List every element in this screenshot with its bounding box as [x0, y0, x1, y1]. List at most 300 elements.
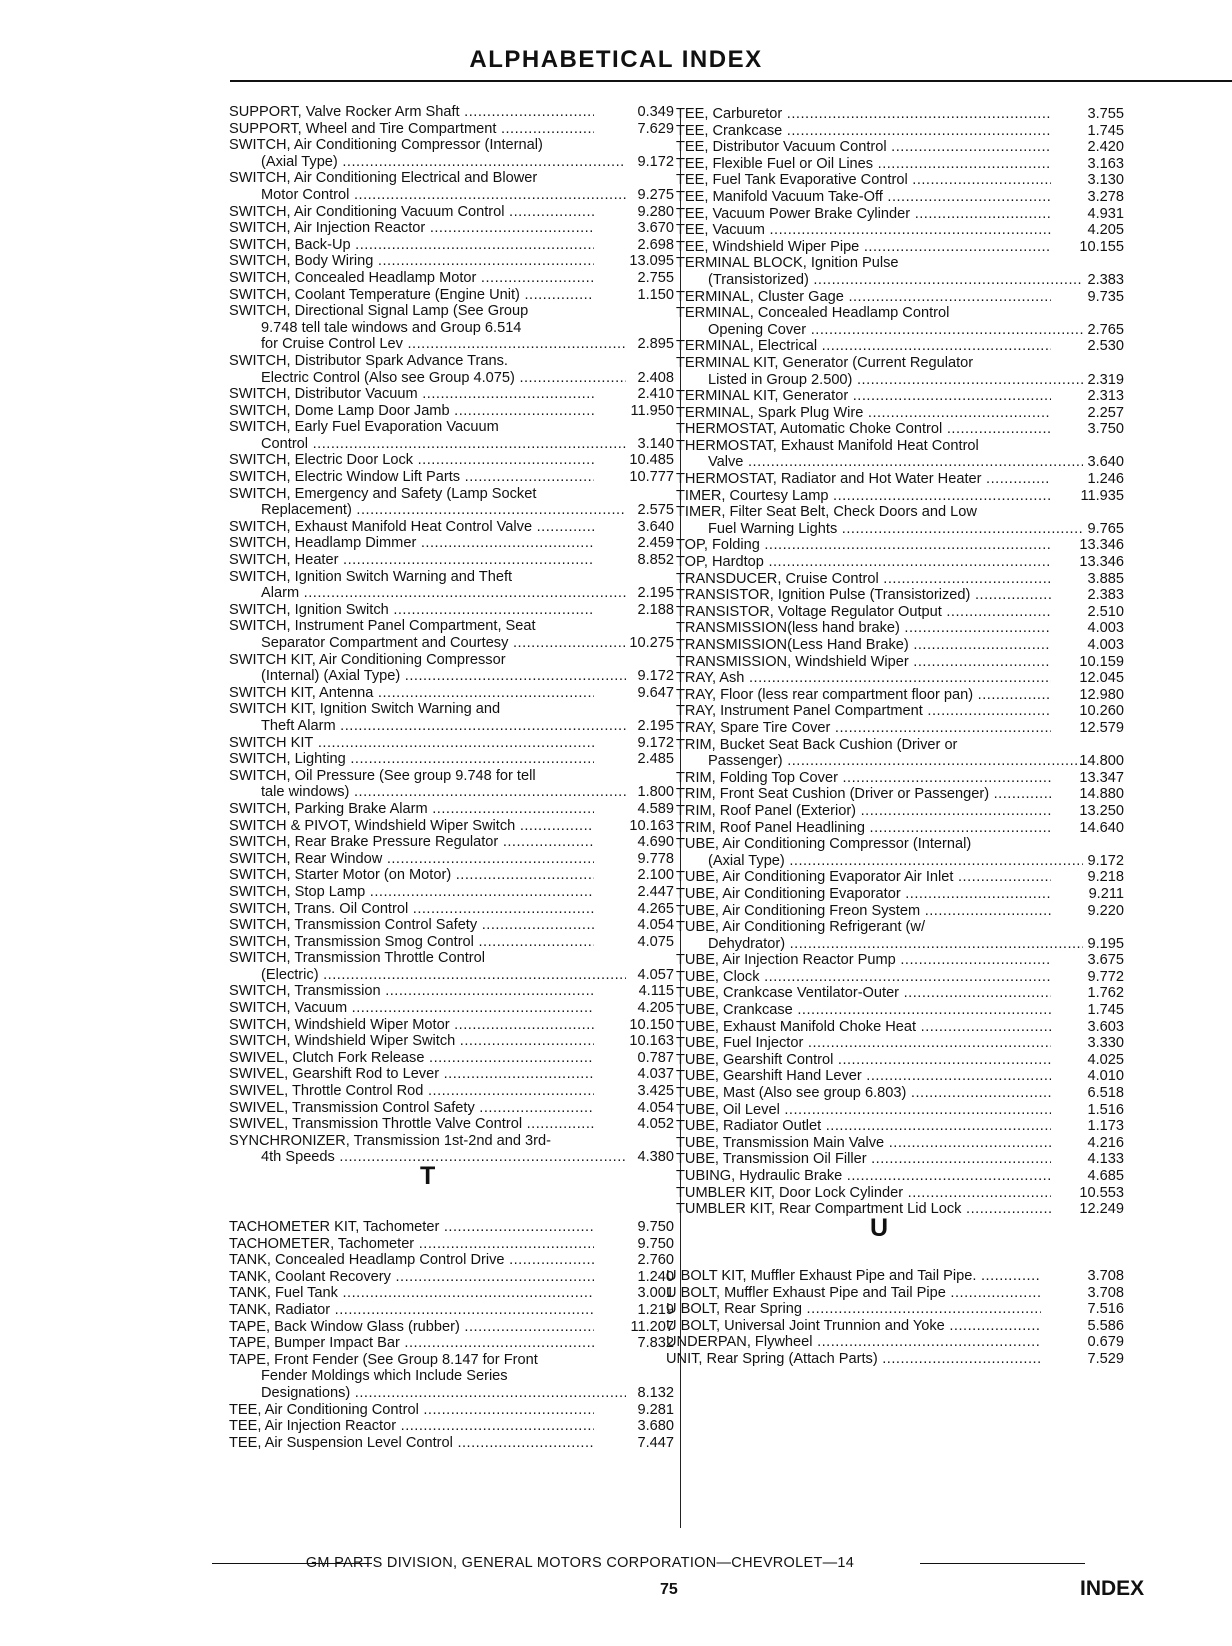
index-entry: [229, 1236, 674, 1253]
index-entry: [229, 834, 674, 851]
entry-text: TIMER, Filter Seat Belt, Check Doors and Low: [676, 504, 977, 521]
entry-text: TRANSMISSION(Less Hand Brake) .....: [676, 637, 1051, 654]
entry-text: TRAY, Spare Tire Cover .....: [676, 720, 1051, 737]
entry-group-number: 6.518: [1087, 1085, 1124, 1102]
index-entry: [676, 405, 1124, 422]
index-entry: [229, 1033, 674, 1050]
index-entry: [676, 620, 1124, 637]
entry-group-number: 2.447: [637, 883, 674, 900]
entry-text: U BOLT, Rear Spring .....: [666, 1301, 1041, 1318]
entry-group-number: 4.589: [637, 800, 674, 817]
index-entry: [676, 637, 1124, 654]
entry-group-number: 3.750: [1087, 421, 1124, 438]
entry-text: SWITCH, Air Conditioning Compressor (Internal): [229, 137, 543, 154]
entry-group-number: 4.685: [1087, 1168, 1124, 1184]
entry-group-number: 14.800: [1079, 753, 1124, 770]
entry-group-number: 4.931: [1087, 205, 1124, 222]
index-entry: [676, 189, 1124, 206]
page-number: 75: [660, 1581, 678, 1598]
entry-text: TRANSDUCER, Cruise Control .....: [676, 571, 1051, 588]
entry-text: TEE, Vacuum Power Brake Cylinder .....: [676, 206, 1051, 223]
entry-text: TUBE, Clock .....: [676, 969, 1051, 986]
index-entry: [229, 1418, 674, 1435]
entry-group-number: 2.485: [637, 751, 674, 768]
index-entry: [229, 751, 674, 768]
entry-text: TANK, Coolant Recovery .....: [229, 1269, 594, 1286]
entry-group-number: 5.586: [1087, 1317, 1124, 1334]
entry-group-number: 9.735: [1087, 288, 1124, 305]
index-entry: [676, 1002, 1124, 1019]
entry-text: TEE, Air Suspension Level Control .....: [229, 1435, 594, 1452]
entry-text: TRAY, Floor (less rear compartment floor pan) .....: [676, 687, 1051, 704]
entry-text: SWIVEL, Throttle Control Rod .....: [229, 1083, 594, 1100]
index-entry: [229, 419, 674, 452]
entry-group-number: 13.250: [1079, 802, 1124, 819]
entry-text: TRAY, Ash .....: [676, 670, 1051, 687]
index-entry: [229, 519, 674, 536]
entry-group-number: 13.347: [1079, 769, 1124, 786]
index-entry: [229, 569, 674, 602]
entry-text: TANK, Concealed Headlamp Control Drive .....: [229, 1252, 594, 1269]
right-column-t-entries: [676, 106, 1124, 1218]
entry-group-number: 2.383: [1087, 587, 1124, 604]
entry-group-number: 10.159: [1079, 653, 1124, 670]
index-entry: [229, 486, 674, 519]
entry-group-number: 3.675: [1087, 952, 1124, 969]
entry-text: TERMINAL, Electrical .....: [676, 338, 1051, 355]
entry-text: U BOLT, Muffler Exhaust Pipe and Tail Pipe .....: [666, 1285, 1041, 1302]
entry-group-number: 10.485: [629, 452, 674, 469]
entry-text: SWITCH & PIVOT, Windshield Wiper Switch .....: [229, 818, 594, 835]
entry-text: SWITCH, Headlamp Dimmer .....: [229, 535, 594, 552]
entry-group-number: 4.025: [1087, 1051, 1124, 1068]
entry-group-number: 4.216: [1087, 1134, 1124, 1151]
index-entry: [676, 869, 1124, 886]
entry-group-number: 12.579: [1079, 719, 1124, 736]
entry-text: SWIVEL, Transmission Control Safety .....: [229, 1100, 594, 1117]
entry-group-number: 2.383: [1087, 271, 1124, 288]
entry-text: SWITCH, Air Conditioning Electrical and Blower: [229, 170, 538, 187]
index-entry: [229, 287, 674, 304]
index-entry: [229, 1066, 674, 1083]
entry-text: TACHOMETER, Tachometer .....: [229, 1236, 594, 1253]
index-entry: [229, 735, 674, 752]
entry-group-number: 13.095: [629, 253, 674, 270]
entry-text: SWITCH KIT, Antenna .....: [229, 685, 594, 702]
index-entry: [676, 123, 1124, 140]
entry-text: (Transistorized) .....: [676, 272, 1083, 289]
entry-group-number: 0.349: [637, 104, 674, 120]
index-entry: [676, 289, 1124, 306]
entry-text: SWITCH, Oil Pressure (See group 9.748 for tell: [229, 767, 536, 784]
entry-text: TRAY, Instrument Panel Compartment .....: [676, 703, 1051, 720]
entry-group-number: 2.195: [637, 585, 674, 602]
entry-group-number: 7.447: [637, 1434, 674, 1451]
entry-text: SWITCH, Exhaust Manifold Heat Control Valve .....: [229, 519, 594, 536]
entry-text: SWITCH, Dome Lamp Door Jamb .....: [229, 403, 594, 420]
entry-text: SWITCH, Coolant Temperature (Engine Unit) .....: [229, 287, 594, 304]
footer-text: GM PARTS DIVISION, GENERAL MOTORS CORPORATION—CHEVROLET—14: [305, 1555, 855, 1571]
index-entry: [676, 1201, 1124, 1218]
index-entry: [676, 338, 1124, 355]
index-entry: [676, 737, 1124, 770]
entry-text: SWITCH, Rear Brake Pressure Regulator .....: [229, 834, 594, 851]
index-entry: [676, 1151, 1124, 1168]
entry-group-number: 4.133: [1087, 1151, 1124, 1168]
entry-group-number: 2.698: [637, 236, 674, 253]
entry-text: TUMBLER KIT, Rear Compartment Lid Lock .....: [676, 1201, 1051, 1218]
index-entry: [676, 222, 1124, 239]
index-entry: [229, 1100, 674, 1117]
entry-text: SWITCH, Vacuum .....: [229, 1000, 594, 1017]
entry-text: Designations) .....: [229, 1385, 626, 1402]
index-entry: [229, 253, 674, 270]
index-entry: [229, 386, 674, 403]
entry-text: TUBE, Air Conditioning Evaporator .....: [676, 886, 1051, 903]
index-entry: [676, 820, 1124, 837]
entry-group-number: 10.260: [1079, 703, 1124, 720]
entry-group-number: 9.280: [637, 203, 674, 220]
section-letter-t: T: [420, 1162, 436, 1190]
entry-group-number: 9.172: [637, 668, 674, 685]
index-entry: [229, 934, 674, 951]
entry-group-number: 13.346: [1079, 554, 1124, 571]
entry-text: SUPPORT, Valve Rocker Arm Shaft .....: [229, 104, 594, 121]
index-entry: [229, 1302, 674, 1319]
index-entry: [229, 884, 674, 901]
entry-group-number: 9.172: [1087, 852, 1124, 869]
index-entry: [229, 204, 674, 221]
entry-text: SWITCH, Parking Brake Alarm .....: [229, 801, 594, 818]
entry-text: TUBE, Transmission Oil Filler .....: [676, 1151, 1051, 1168]
entry-group-number: 8.852: [637, 552, 674, 569]
index-entry: [676, 571, 1124, 588]
entry-group-number: 3.680: [637, 1418, 674, 1435]
entry-group-number: 3.755: [1087, 106, 1124, 122]
entry-text: TRANSMISSION, Windshield Wiper .....: [676, 654, 1051, 671]
entry-text: THERMOSTAT, Radiator and Hot Water Heater .....: [676, 471, 1051, 488]
entry-text: TUBE, Fuel Injector .....: [676, 1035, 1051, 1052]
index-entry: [676, 488, 1124, 505]
entry-text: SWITCH, Early Fuel Evaporation Vacuum: [229, 419, 499, 436]
entry-group-number: 4.054: [637, 1099, 674, 1116]
index-entry: [229, 469, 674, 486]
entry-text: TUBE, Air Conditioning Compressor (Internal): [676, 836, 972, 853]
index-entry: [229, 917, 674, 934]
index-entry: [676, 1019, 1124, 1036]
entry-text: SWITCH, Starter Motor (on Motor) .....: [229, 867, 594, 884]
index-entry: [666, 1301, 1124, 1318]
entry-text: TUBE, Oil Level .....: [676, 1102, 1051, 1119]
entry-group-number: 2.100: [637, 867, 674, 884]
index-entry: [229, 1050, 674, 1067]
index-entry: [676, 438, 1124, 471]
entry-group-number: 9.220: [1087, 902, 1124, 919]
entry-text: TUBE, Gearshift Hand Lever .....: [676, 1068, 1051, 1085]
entry-text: U BOLT, Universal Joint Trunnion and Yoke .....: [666, 1318, 1041, 1335]
index-entry: [666, 1285, 1124, 1302]
entry-group-number: 2.313: [1087, 388, 1124, 405]
entry-text: Fuel Warning Lights .....: [676, 521, 1083, 538]
entry-group-number: 4.003: [1087, 637, 1124, 653]
entry-group-number: 3.708: [1087, 1268, 1124, 1284]
entry-text: TRANSISTOR, Ignition Pulse (Transistorized) .....: [676, 587, 1051, 604]
index-entry: [229, 652, 674, 685]
entry-text: SWITCH, Ignition Switch .....: [229, 602, 594, 619]
entry-group-number: 3.640: [637, 518, 674, 535]
entry-text: SWITCH, Rear Window .....: [229, 851, 594, 868]
entry-group-number: 12.045: [1079, 670, 1124, 687]
index-entry: [229, 220, 674, 237]
index-entry: [676, 1068, 1124, 1085]
index-entry: [676, 355, 1124, 388]
entry-text: SWITCH, Transmission .....: [229, 983, 594, 1000]
entry-group-number: 14.880: [1079, 786, 1124, 803]
entry-group-number: 7.629: [637, 120, 674, 137]
entry-text: TRIM, Folding Top Cover .....: [676, 770, 1051, 787]
entry-text: TRIM, Roof Panel Headlining .....: [676, 820, 1051, 837]
index-entry: [676, 720, 1124, 737]
index-entry: [229, 867, 674, 884]
footer-rule-right: [920, 1563, 1085, 1564]
entry-text: SWIVEL, Transmission Throttle Valve Control .....: [229, 1116, 594, 1133]
entry-group-number: 2.195: [637, 717, 674, 734]
entry-group-number: 3.425: [637, 1083, 674, 1100]
index-entry: [229, 452, 674, 469]
entry-text: TACHOMETER KIT, Tachometer .....: [229, 1219, 594, 1236]
entry-text: SWITCH, Air Injection Reactor .....: [229, 220, 594, 237]
index-entry: [676, 703, 1124, 720]
entry-group-number: 10.553: [1079, 1184, 1124, 1201]
entry-group-number: 9.765: [1087, 520, 1124, 537]
entry-group-number: 9.281: [637, 1401, 674, 1418]
entry-group-number: 3.670: [637, 220, 674, 237]
entry-group-number: 1.800: [637, 784, 674, 801]
entry-text: SYNCHRONIZER, Transmission 1st-2nd and 3rd-: [229, 1132, 551, 1149]
index-entry: [676, 1052, 1124, 1069]
entry-group-number: 4.690: [637, 834, 674, 851]
section-label: INDEX: [1080, 1577, 1145, 1600]
entry-group-number: 4.115: [638, 983, 674, 1000]
index-entry: [229, 1116, 674, 1133]
entry-text: THERMOSTAT, Automatic Choke Control .....: [676, 421, 1051, 438]
entry-group-number: 3.640: [1087, 454, 1124, 471]
entry-text: SWITCH, Electric Door Lock .....: [229, 452, 594, 469]
entry-group-number: 4.037: [637, 1066, 674, 1083]
index-entry: [676, 1118, 1124, 1135]
entry-group-number: 9.772: [1087, 968, 1124, 985]
entry-text: TEE, Fuel Tank Evaporative Control .....: [676, 172, 1051, 189]
index-entry: [676, 985, 1124, 1002]
entry-text: SWITCH, Transmission Throttle Control: [229, 950, 485, 967]
index-entry: [676, 421, 1124, 438]
entry-group-number: 0.679: [1087, 1334, 1124, 1351]
entry-group-number: 10.777: [629, 469, 674, 486]
index-entry: [229, 121, 674, 138]
index-entry: [229, 1000, 674, 1017]
index-entry: [676, 952, 1124, 969]
entry-group-number: 8.132: [637, 1384, 674, 1401]
entry-text: SWITCH, Instrument Panel Compartment, Seat: [229, 618, 536, 635]
entry-text: TEE, Distributor Vacuum Control .....: [676, 139, 1051, 156]
entry-text: SWITCH, Emergency and Safety (Lamp Socket: [229, 485, 537, 502]
entry-text: SWITCH, Directional Signal Lamp (See Group: [229, 303, 529, 320]
entry-text: TUBE, Crankcase Ventilator-Outer .....: [676, 985, 1051, 1002]
index-entry: [229, 104, 674, 121]
entry-group-number: 7.516: [1087, 1301, 1124, 1318]
entry-group-number: 3.603: [1087, 1018, 1124, 1035]
entry-group-number: 11.950: [630, 402, 674, 419]
entry-text: TEE, Flexible Fuel or Oil Lines .....: [676, 156, 1051, 173]
entry-text: TRANSISTOR, Voltage Regulator Output .....: [676, 604, 1051, 621]
entry-text: TEE, Air Injection Reactor .....: [229, 1418, 594, 1435]
entry-text: TEE, Air Conditioning Control .....: [229, 1402, 594, 1419]
index-entry: [676, 836, 1124, 869]
entry-text: Theft Alarm .....: [229, 718, 626, 735]
entry-group-number: 9.647: [637, 684, 674, 701]
entry-text: TOP, Hardtop .....: [676, 554, 1051, 571]
entry-text: TUBING, Hydraulic Brake .....: [676, 1168, 1051, 1185]
entry-text: TRIM, Bucket Seat Back Cushion (Driver or: [676, 736, 958, 753]
entry-text: UNDERPAN, Flywheel .....: [666, 1334, 1041, 1351]
index-entry: [666, 1268, 1124, 1285]
index-entry: [676, 554, 1124, 571]
entry-text: SWITCH, Distributor Vacuum .....: [229, 386, 594, 403]
index-entry: [676, 388, 1124, 405]
index-entry: [229, 901, 674, 918]
entry-text: TRIM, Front Seat Cushion (Driver or Passenger) .....: [676, 786, 1051, 803]
index-entry: [666, 1334, 1124, 1351]
index-entry: [676, 206, 1124, 223]
title-rule: [230, 80, 1232, 82]
entry-group-number: 1.745: [1087, 122, 1124, 139]
entry-text: SWITCH KIT, Air Conditioning Compressor: [229, 651, 506, 668]
entry-group-number: 2.319: [1087, 371, 1124, 388]
entry-group-number: 4.380: [637, 1149, 674, 1166]
entry-group-number: 2.257: [1087, 404, 1124, 421]
entry-text: SUPPORT, Wheel and Tire Compartment .....: [229, 121, 594, 138]
entry-text: TUMBLER KIT, Door Lock Cylinder .....: [676, 1185, 1051, 1202]
index-entry: [676, 106, 1124, 123]
entry-group-number: 2.575: [637, 502, 674, 519]
index-entry: [229, 170, 674, 203]
index-entry: [229, 270, 674, 287]
index-entry: [676, 803, 1124, 820]
entry-text: (Electric) .....: [229, 967, 626, 984]
entry-text: TIMER, Courtesy Lamp .....: [676, 488, 1051, 505]
entry-group-number: 4.075: [637, 933, 674, 950]
entry-text: SWITCH KIT, Ignition Switch Warning and: [229, 701, 501, 718]
entry-text: SWITCH, Transmission Smog Control .....: [229, 934, 594, 951]
entry-text: TUBE, Air Conditioning Freon System .....: [676, 903, 1051, 920]
entry-text: TUBE, Air Conditioning Evaporator Air Inlet .....: [676, 869, 1051, 886]
entry-text: TUBE, Transmission Main Valve .....: [676, 1135, 1051, 1152]
entry-group-number: 4.003: [1087, 620, 1124, 637]
index-entry: [229, 403, 674, 420]
entry-text: Motor Control .....: [229, 187, 626, 204]
index-entry: [229, 1083, 674, 1100]
left-column-s-entries: [229, 104, 674, 1166]
index-entry: [676, 770, 1124, 787]
entry-group-number: 10.150: [629, 1016, 674, 1033]
entry-text: Listed in Group 2.500) .....: [676, 372, 1083, 389]
index-entry: [229, 353, 674, 386]
entry-group-number: 1.150: [637, 286, 674, 303]
index-entry: [676, 687, 1124, 704]
entry-group-number: 3.163: [1087, 155, 1124, 172]
index-entry: [229, 1017, 674, 1034]
entry-text: Replacement) .....: [229, 502, 626, 519]
entry-group-number: 10.163: [629, 817, 674, 834]
entry-text: (Axial Type) .....: [676, 853, 1083, 870]
entry-group-number: 1.745: [1087, 1002, 1124, 1019]
index-entry: [676, 654, 1124, 671]
entry-group-number: 11.935: [1080, 487, 1124, 504]
entry-group-number: 2.755: [637, 269, 674, 286]
index-entry: [229, 1402, 674, 1419]
entry-text: TEE, Crankcase .....: [676, 123, 1051, 140]
entry-text: Opening Cover .....: [676, 322, 1083, 339]
entry-text: TERMINAL KIT, Generator (Current Regulator: [676, 354, 974, 371]
entry-text: SWITCH, Windshield Wiper Switch .....: [229, 1033, 594, 1050]
index-entry: [229, 137, 674, 170]
index-entry: [229, 1285, 674, 1302]
entry-text: tale windows) .....: [229, 784, 626, 801]
entry-group-number: 1.516: [1087, 1101, 1124, 1118]
index-entry: [676, 255, 1124, 288]
index-entry: [229, 1319, 674, 1336]
entry-group-number: 2.530: [1087, 338, 1124, 355]
entry-text: TEE, Vacuum .....: [676, 222, 1051, 239]
entry-group-number: 1.246: [1087, 471, 1124, 488]
right-column-u-entries: [666, 1268, 1124, 1368]
index-entry: [229, 1352, 674, 1402]
index-entry: [676, 1102, 1124, 1119]
entry-text: (Axial Type) .....: [229, 154, 626, 171]
entry-text: TRIM, Roof Panel (Exterior) .....: [676, 803, 1051, 820]
entry-text: TERMINAL, Concealed Headlamp Control: [676, 305, 950, 322]
index-entry: [229, 950, 674, 983]
entry-text: SWITCH, Ignition Switch Warning and Theft: [229, 568, 513, 585]
index-entry: [676, 305, 1124, 338]
entry-text: Separator Compartment and Courtesy .....: [229, 635, 626, 652]
entry-text: TAPE, Bumper Impact Bar .....: [229, 1335, 594, 1352]
entry-text: TUBE, Air Injection Reactor Pump .....: [676, 952, 1051, 969]
entry-group-number: 10.155: [1079, 238, 1124, 255]
entry-text: TEE, Manifold Vacuum Take-Off .....: [676, 189, 1051, 206]
entry-group-number: 11.207: [630, 1318, 674, 1335]
section-letter-u: U: [870, 1214, 889, 1242]
entry-group-number: 2.459: [637, 535, 674, 552]
index-entry: [229, 1133, 674, 1166]
index-entry: [229, 1335, 674, 1352]
page-title: ALPHABETICAL INDEX: [469, 46, 763, 73]
entry-group-number: 2.510: [1087, 603, 1124, 620]
entry-text: TEE, Carburetor .....: [676, 106, 1051, 123]
entry-group-number: 2.760: [637, 1252, 674, 1269]
entry-text: U BOLT KIT, Muffler Exhaust Pipe and Tail Pipe. .....: [666, 1268, 1041, 1285]
index-entry: [676, 1135, 1124, 1152]
index-entry: [676, 139, 1124, 156]
index-entry: [676, 786, 1124, 803]
entry-group-number: 12.980: [1079, 686, 1124, 703]
index-entry: [676, 239, 1124, 256]
entry-text: TOP, Folding .....: [676, 537, 1051, 554]
entry-group-number: 4.010: [1087, 1068, 1124, 1085]
index-entry: [229, 1269, 674, 1286]
entry-text: SWITCH, Concealed Headlamp Motor .....: [229, 270, 594, 287]
index-entry: [676, 919, 1124, 952]
